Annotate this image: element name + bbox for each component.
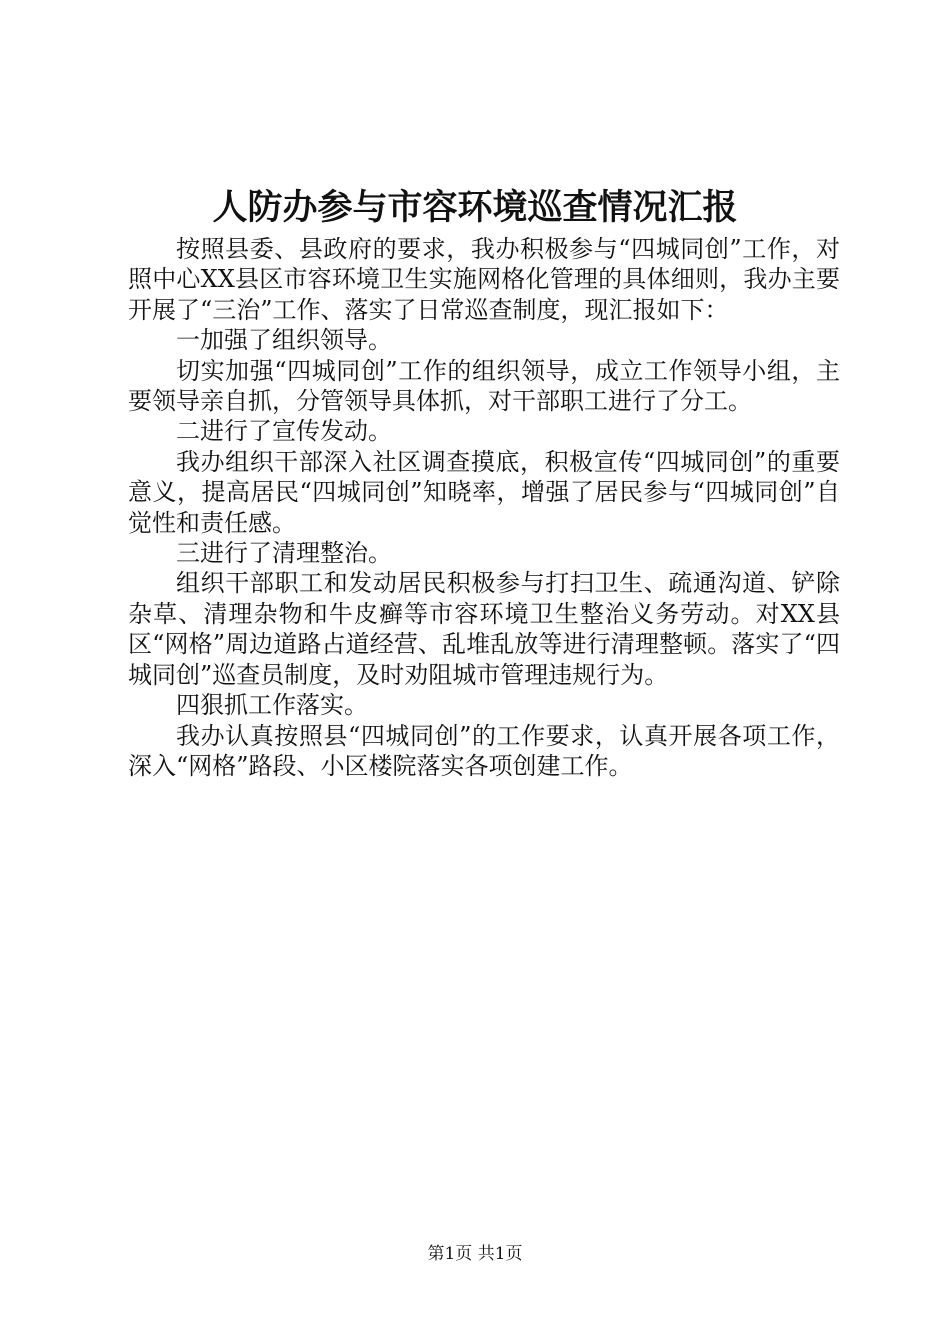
document-body xyxy=(128,234,840,781)
intro-paragraph: 按照县委、县政府的要求，我办积极参与“四城同创”工作，对照中心XX县区市容环境卫生实施网格化管理的具体细则，我办主要开展了“三治”工作、落实了日常巡查制度，现汇报如下： xyxy=(128,235,840,324)
document-title: 人防办参与市容环境巡查情况汇报 xyxy=(212,187,738,228)
section-heading-3: 三进行了清理整治。 xyxy=(176,539,392,568)
page-number-footer: 第1页 共1页 xyxy=(427,1244,523,1264)
section-paragraph-2: 我办组织干部深入社区调查摸底，积极宣传“四城同创”的重要意义，提高居民“四城同创”知晓率，增强了居民参与“四城同创”自觉性和责任感。 xyxy=(128,447,840,537)
section-heading-4: 四狠抓工作落实。 xyxy=(176,691,368,720)
section-heading-2: 二进行了宣传发动。 xyxy=(176,417,392,446)
section-paragraph-1: 切实加强“四城同创”工作的组织领导，成立工作领导小组，主要领导亲自抓，分管领导具体抓，对干部职工进行了分工。 xyxy=(128,356,840,416)
section-paragraph-3: 组织干部职工和发动居民积极参与打扫卫生、疏通沟道、铲除杂草、清理杂物和牛皮癣等市容环境卫生整治义务劳动。对XX县区“网格”周边道路占道经营、乱堆乱放等进行清理整顿。落实了“四城同创”巡查员制度，及时劝阻城市管理违规行为。 xyxy=(128,569,840,689)
section-heading-1: 一加强了组织领导。 xyxy=(176,326,392,355)
section-paragraph-4: 我办认真按照县“四城同创”的工作要求，认真开展各项工作，深入“网格”路段、小区楼院落实各项创建工作。 xyxy=(128,721,840,780)
